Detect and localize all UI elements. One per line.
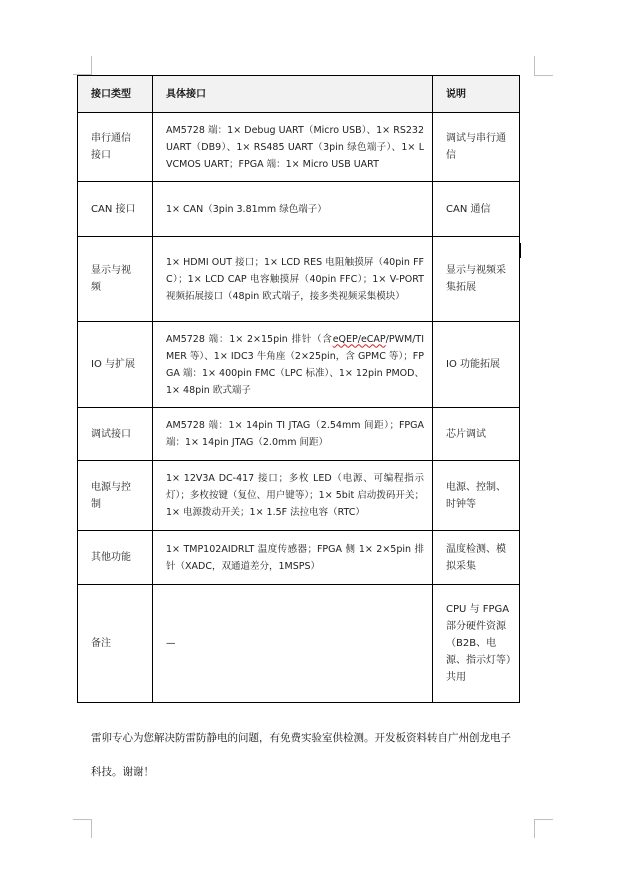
cell-desc: 调试与串行通信 <box>433 113 520 182</box>
cell-type: 调试接口 <box>78 408 153 461</box>
header-interface-type: 接口类型 <box>78 76 153 113</box>
cell-desc: 芯片调试 <box>433 408 520 461</box>
detail-text: AM5728 端：1× 2×15pin 排针（含 <box>166 333 333 345</box>
table-row <box>78 461 520 531</box>
table-header-row <box>78 76 520 113</box>
cell-detail <box>153 322 433 408</box>
detail-text: /PWM/TIMER 等）、1× IDC3 牛角座（2×25pin，含 GPMC 等）；FPGA 端：1× 400pin FMC（LPC 标准）、1× 12pin PMOD、1× 48pin 欧式端子 <box>166 333 424 396</box>
table-row <box>78 531 520 585</box>
cell-desc: 温度检测、模拟采集 <box>433 531 520 585</box>
cell-detail: 1× TMP102AIDRLT 温度传感器；FPGA 侧 1× 2×5pin 排针（XADC，双通道差分，1MSPS） <box>153 531 433 585</box>
cell-detail: 1× CAN（3pin 3.81mm 绿色端子） <box>153 182 433 237</box>
cell-detail: 1× 12V3A DC-417 接口；多枚 LED（电源、可编程指示灯）；多枚按键（复位、用户键等）；1× 5bit 启动拨码开关；1× 电源拨动开关；1× 1.5F 法拉电容（RTC） <box>153 461 433 531</box>
table-row <box>78 322 520 408</box>
cell-detail: 1× HDMI OUT 接口；1× LCD RES 电阻触摸屏（40pin FFC）；1× LCD CAP 电容触摸屏（40pin FFC）；1× V-PORT 视频拓展接口（48pin 欧式端子，接多类视频采集模块） <box>153 237 433 322</box>
cell-desc: 显示与视频采集拓展 <box>433 237 520 322</box>
cell-detail: AM5728 端：1× 14pin TI JTAG（2.54mm 间距）；FPGA 端：1× 14pin JTAG（2.0mm 间距） <box>153 408 433 461</box>
table-row <box>78 113 520 182</box>
header-description: 说明 <box>433 76 520 113</box>
table-row <box>78 237 520 322</box>
cell-desc: IO 功能拓展 <box>433 322 520 408</box>
text-cursor-mark <box>519 243 521 258</box>
table-row <box>78 585 520 703</box>
table-row <box>78 408 520 461</box>
cell-desc: CPU 与 FPGA 部分硬件资源（B2B、电源、指示灯等）共用 <box>433 585 520 703</box>
cell-type: 备注 <box>78 585 153 703</box>
corner-mark-bottom-left-h <box>73 819 92 820</box>
corner-mark-top-left-v <box>91 56 92 75</box>
corner-mark-top-right-h <box>534 75 553 76</box>
spellcheck-underlined-text: eQEP/eCAP <box>332 333 386 345</box>
corner-mark-bottom-right-h <box>534 819 553 820</box>
cell-type: 串行通信接口 <box>78 113 153 182</box>
cell-detail: AM5728 端：1× Debug UART（Micro USB）、1× RS232 UART（DB9）、1× RS485 UART（3pin 绿色端子）、1× LVCMOS UART；FPGA 端：1× Micro USB UART <box>153 113 433 182</box>
table-row <box>78 182 520 237</box>
cell-desc: 电源、控制、时钟等 <box>433 461 520 531</box>
cell-type: 电源与控制 <box>78 461 153 531</box>
corner-mark-bottom-right-v <box>534 819 535 838</box>
cell-detail: — <box>153 585 433 703</box>
cell-type: CAN 接口 <box>78 182 153 237</box>
footer-paragraph-line-1: 雷卯专心为您解决防雷防静电的问题，有免费实验室供检测。开发板资料转自广州创龙电子 <box>91 732 511 744</box>
corner-mark-bottom-left-v <box>91 819 92 838</box>
footer-paragraph-line-2: 科技。谢谢！ <box>91 766 154 778</box>
cell-type: IO 与扩展 <box>78 322 153 408</box>
cell-type: 其他功能 <box>78 531 153 585</box>
interface-spec-table <box>77 75 520 703</box>
cell-type: 显示与视频 <box>78 237 153 322</box>
corner-mark-top-right-v <box>534 56 535 75</box>
header-interface-detail: 具体接口 <box>153 76 433 113</box>
cell-desc: CAN 通信 <box>433 182 520 237</box>
